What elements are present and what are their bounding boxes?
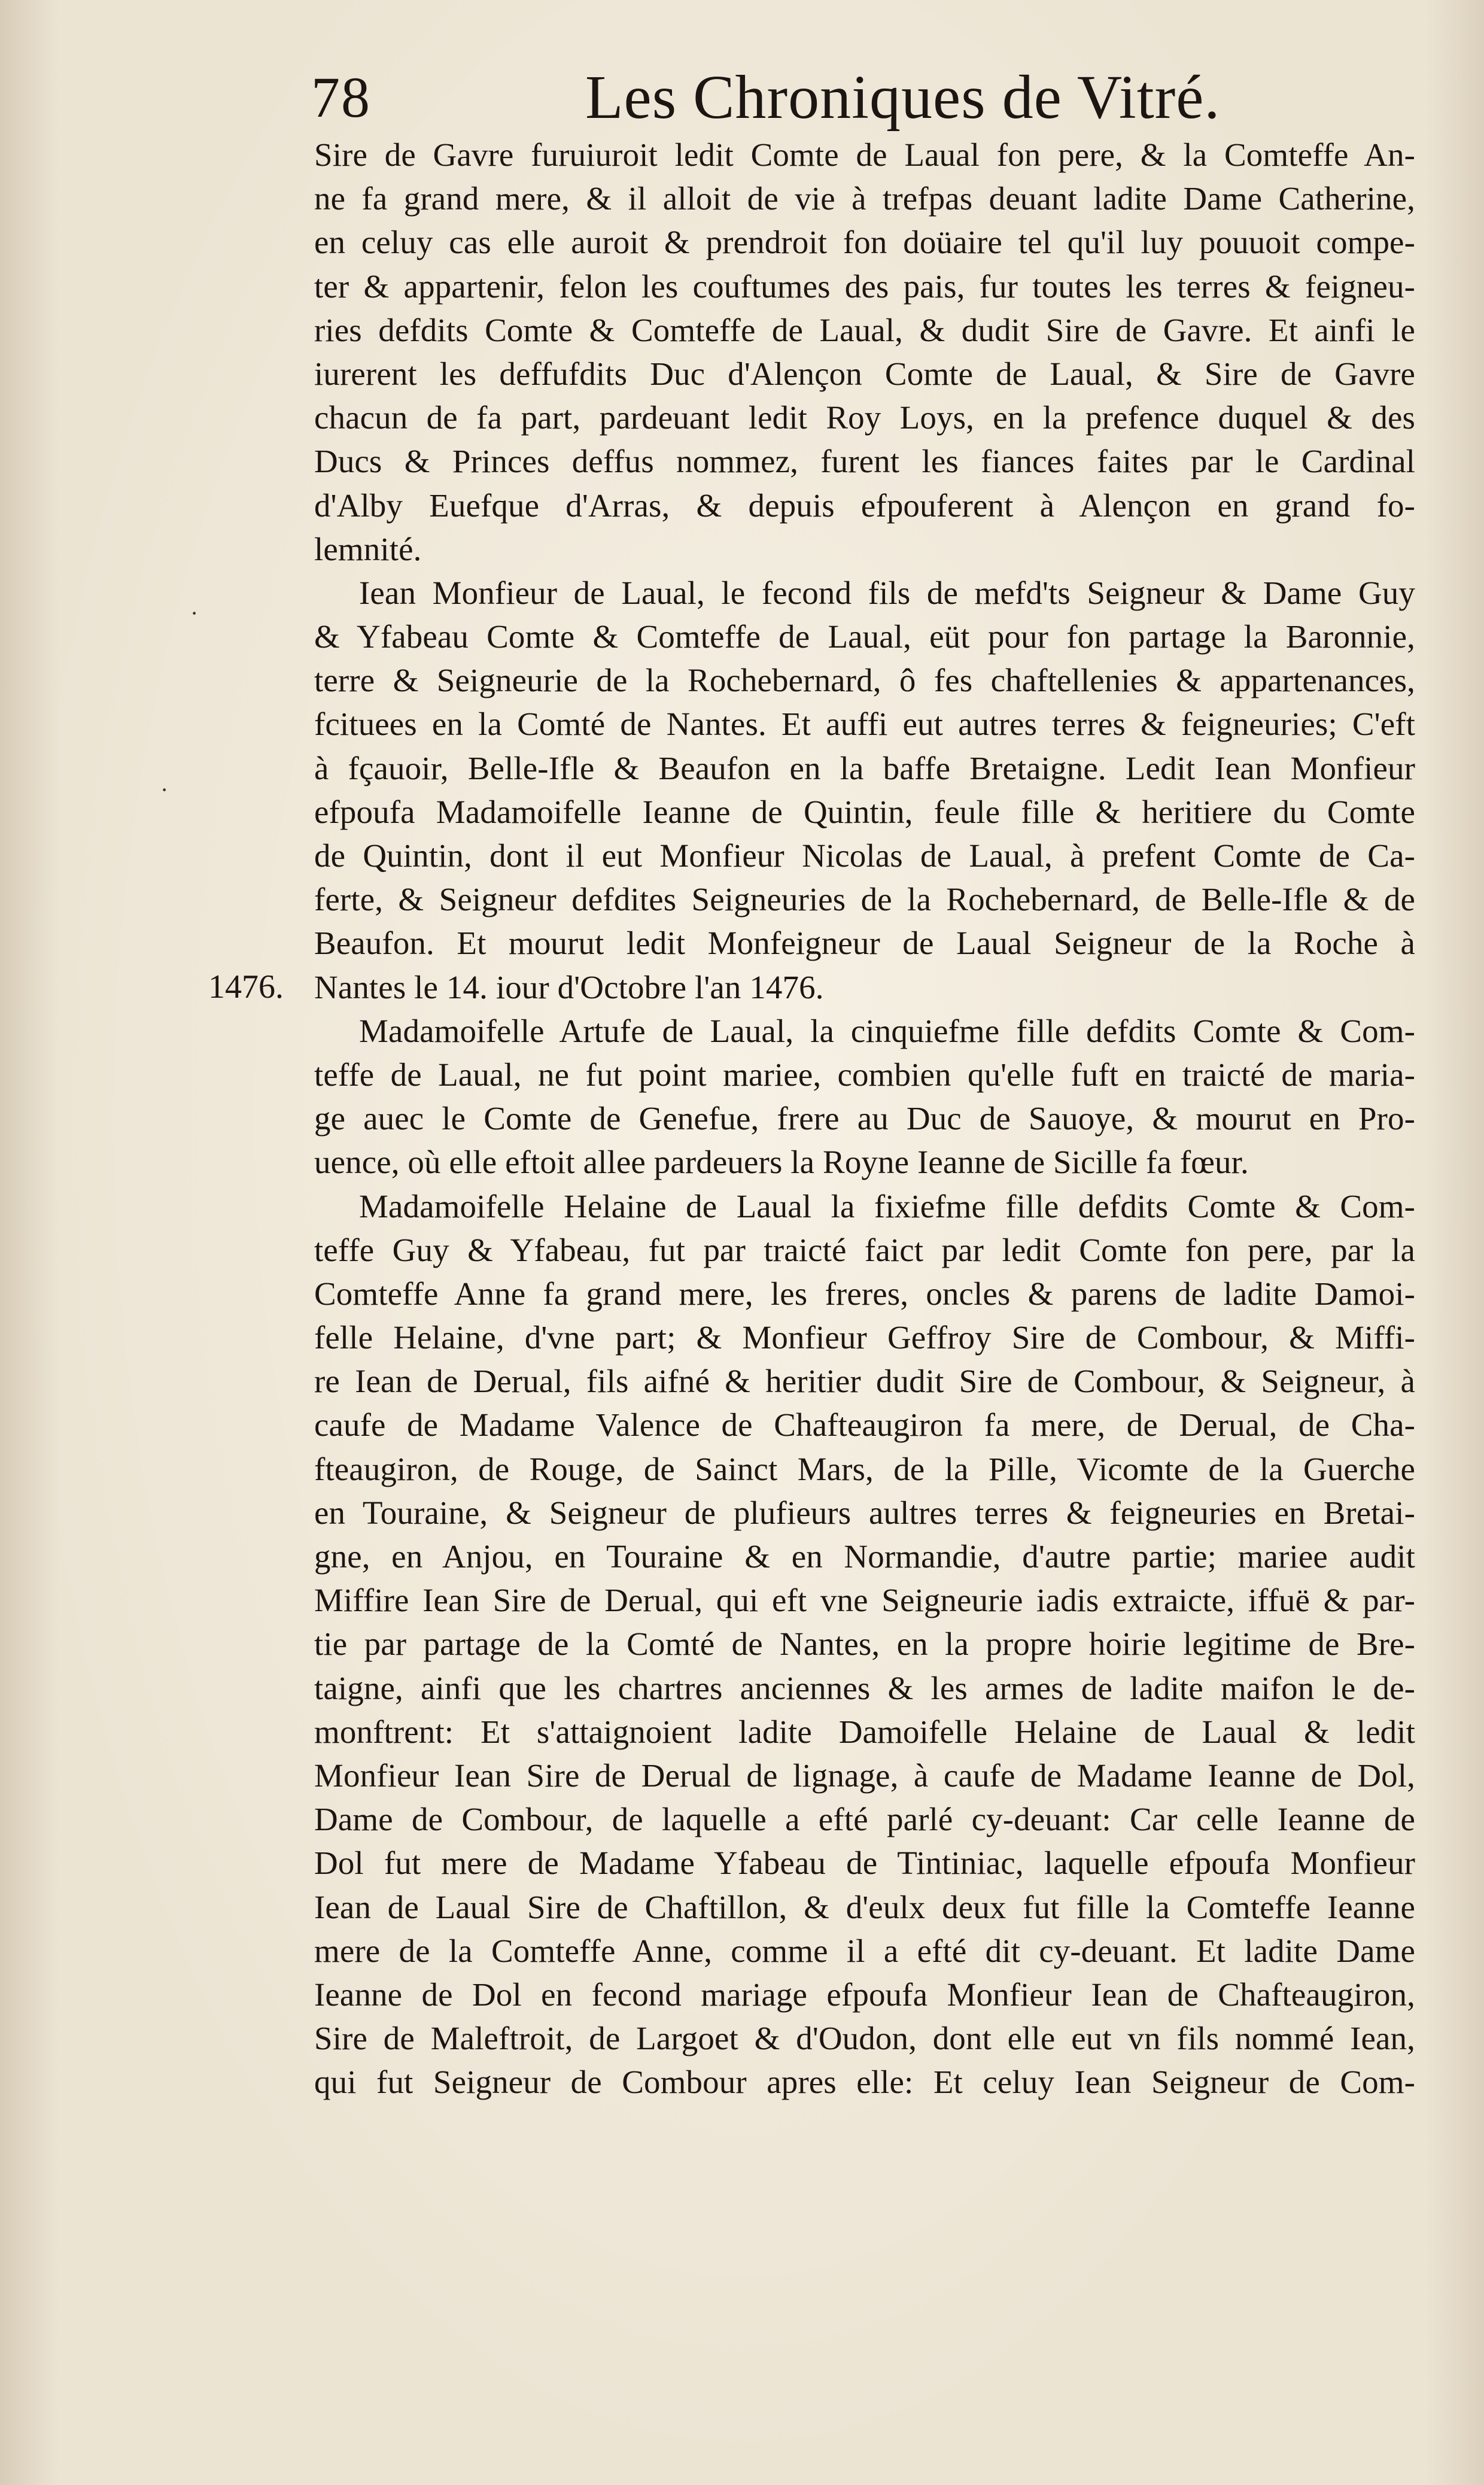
text-line: en Touraine, & Seigneur de plufieurs aultres terres & feigneuries en Bretai- [314,1494,1415,1531]
text-line: Miffire Iean Sire de Derual, qui eft vne Seigneurie iadis extraicte, iffuë & par- [314,1582,1415,1619]
text-line: mere de la Comteffe Anne, comme il a efté dit cy-deuant. Et ladite Dame [314,1932,1415,1969]
text-line: teffe de Laual, ne fut point mariee, combien qu'elle fuft en traicté de maria- [314,1056,1415,1093]
text-line: uence, où elle eftoit allee pardeuers la Royne Ieanne de Sicille fa fœur. [314,1144,1249,1181]
text-line: en celuy cas elle auroit & prendroit fon doüaire tel qu'il luy pouuoit compe- [314,224,1415,261]
body-text [314,133,1415,2104]
ink-speck: · [190,600,199,627]
text-line: lemnité. [314,530,422,567]
paragraph-first-line: Iean Monfieur de Laual, le fecond fils de mefd'ts Seigneur & Dame Guy [359,574,1415,611]
text-line: ferte, & Seigneur defdites Seigneuries de la Rochebernard, de Belle-Ifle & de [314,881,1415,918]
text-line: caufe de Madame Valence de Chafteaugiron fa mere, de Derual, de Cha- [314,1406,1415,1444]
text-line: & Yfabeau Comte & Comteffe de Laual, eüt pour fon partage la Baronnie, [314,618,1415,655]
text-line: Monfieur Iean Sire de Derual de lignage, à caufe de Madame Ieanne de Dol, [314,1757,1415,1794]
text-line: re Iean de Derual, fils aifné & heritier dudit Sire de Combour, & Seigneur, à [314,1363,1415,1400]
text-line: iurerent les deffufdits Duc d'Alençon Comte de Laual, & Sire de Gavre [314,355,1415,392]
margin-note-year: 1476. [208,968,284,1005]
text-line: ter & appartenir, felon les couftumes des pais, fur toutes les terres & feigneu- [314,268,1415,305]
page-number: 78 [311,65,371,129]
text-line: d'Alby Euefque d'Arras, & depuis efpouferent à Alençon en grand fo- [314,487,1415,524]
text-line: Nantes le 14. iour d'Octobre l'an 1476. [314,968,824,1005]
text-line: taigne, ainfi que les chartres anciennes & les armes de ladite maifon le de- [314,1669,1415,1706]
text-line: qui fut Seigneur de Combour apres elle: Et celuy Iean Seigneur de Com- [314,2064,1415,2101]
paragraph-first-line: Madamoifelle Helaine de Laual la fixiefme fille defdits Comte & Com- [359,1187,1415,1225]
text-line: ge auec le Comte de Genefue, frere au Duc de Sauoye, & mourut en Pro- [314,1100,1415,1137]
text-line: fteaugiron, de Rouge, de Sainct Mars, de la Pille, Vicomte de la Guerche [314,1450,1415,1487]
text-line: à fçauoir, Belle-Ifle & Beaufon en la baffe Bretaigne. Ledit Iean Monfieur [314,749,1415,786]
text-line: tie par partage de la Comté de Nantes, en la propre hoirie legitime de Bre- [314,1626,1415,1663]
text-line: ries defdits Comte & Comteffe de Laual, & dudit Sire de Gavre. Et ainfi le [314,311,1415,348]
text-line: de Quintin, dont il eut Monfieur Nicolas de Laual, à prefent Comte de Ca- [314,837,1415,874]
text-line: teffe Guy & Yfabeau, fut par traicté faict par ledit Comte fon pere, par la [314,1231,1415,1268]
paragraph-first-line: Madamoifelle Artufe de Laual, la cinquiefme fille defdits Comte & Com- [359,1012,1415,1049]
ink-speck: · [160,776,169,803]
text-line: Beaufon. Et mourut ledit Monfeigneur de Laual Seigneur de la Roche à [314,925,1415,962]
text-line: felle Helaine, d'vne part; & Monfieur Geffroy Sire de Combour, & Miffi- [314,1319,1415,1356]
text-line: ne fa grand mere, & il alloit de vie à trefpas deuant ladite Dame Catherine, [314,180,1415,217]
text-line: chacun de fa part, pardeuant ledit Roy Loys, en la prefence duquel & des [314,399,1415,436]
text-line: Iean de Laual Sire de Chaftillon, & d'eulx deux fut fille la Comteffe Ieanne [314,1888,1415,1925]
text-line: monftrent: Et s'attaignoient ladite Damoifelle Helaine de Laual & ledit [314,1713,1415,1750]
text-line: Dol fut mere de Madame Yfabeau de Tintiniac, laquelle efpoufa Monfieur [314,1845,1415,1882]
text-line: gne, en Anjou, en Touraine & en Normandie, d'autre partie; mariee audit [314,1538,1415,1575]
text-line: Ducs & Princes deffus nommez, furent les fiances faites par le Cardinal [314,443,1415,480]
text-line: terre & Seigneurie de la Rochebernard, ô fes chaftellenies & appartenances, [314,662,1415,699]
text-line: Sire de Gavre furuiuroit ledit Comte de Laual fon pere, & la Comteffe An- [314,136,1415,173]
text-line: Ieanne de Dol en fecond mariage efpoufa Monfieur Iean de Chafteaugiron, [314,1976,1415,2013]
text-line: efpoufa Madamoifelle Ieanne de Quintin, feule fille & heritiere du Comte [314,793,1415,830]
text-line: Comteffe Anne fa grand mere, les freres, oncles & parens de ladite Damoi- [314,1275,1415,1312]
running-title: Les Chroniques de Vitré. [585,63,1221,132]
text-line: Dame de Combour, de laquelle a efté parlé cy-deuant: Car celle Ieanne de [314,1801,1415,1838]
page-header [311,65,1221,130]
text-line: Sire de Maleftroit, de Largoet & d'Oudon, dont elle eut vn fils nommé Iean, [314,2020,1415,2057]
text-line: fcituees en la Comté de Nantes. Et auffi eut autres terres & feigneuries; C'eft [314,706,1415,743]
